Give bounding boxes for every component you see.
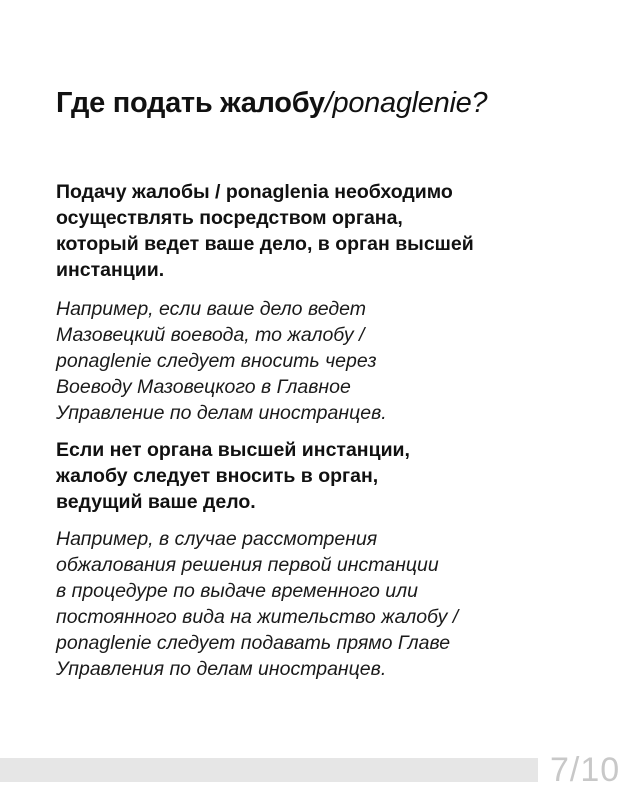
text-line: Например, если ваше дело ведет	[56, 298, 366, 320]
text-line: Управления по делам иностранцев.	[56, 658, 387, 680]
slide-progress-fill	[0, 758, 377, 782]
text-line: ponaglenie следует вносить через	[56, 350, 377, 372]
text-line: Управление по делам иностранцев.	[56, 402, 387, 424]
text-line: ведущий ваше дело.	[56, 491, 256, 513]
title-italic-part: /ponaglenie?	[324, 87, 488, 119]
text-line: обжалования решения первой инстанции	[56, 554, 439, 576]
text-line: инстанции.	[56, 259, 165, 281]
text-line: Мазовецкий воевода, то жалобу /	[56, 324, 365, 346]
slide-progress-bar	[0, 758, 538, 782]
text-line: Воеводу Мазовецкого в Главное	[56, 376, 351, 398]
text-line: ponaglenie следует подавать прямо Главе	[56, 632, 451, 654]
text-line: Например, в случае рассмотрения	[56, 528, 378, 550]
paragraph-example-voivode	[56, 296, 616, 426]
text-line: который ведет ваше дело, в орган высшей	[56, 233, 474, 255]
paragraph-rule-no-higher-instance	[56, 437, 616, 515]
title-bold-part: Где подать жалобу	[56, 87, 325, 119]
text-line: постоянного вида на жительство жалобу /	[56, 606, 459, 628]
page-title	[56, 84, 487, 122]
page-number: 7/10	[550, 751, 621, 789]
paragraph-rule-higher-instance	[56, 179, 616, 283]
text-line: жалобу следует вносить в орган,	[56, 465, 379, 487]
body-content	[56, 179, 616, 682]
paragraph-example-residence-permit	[56, 526, 616, 682]
text-line: осуществлять посредством органа,	[56, 207, 403, 229]
text-line: Если нет органа высшей инстанции,	[56, 439, 410, 461]
text-line: Подачу жалобы / ponaglenia необходимо	[56, 181, 453, 203]
text-line: в процедуре по выдаче временного или	[56, 580, 418, 602]
